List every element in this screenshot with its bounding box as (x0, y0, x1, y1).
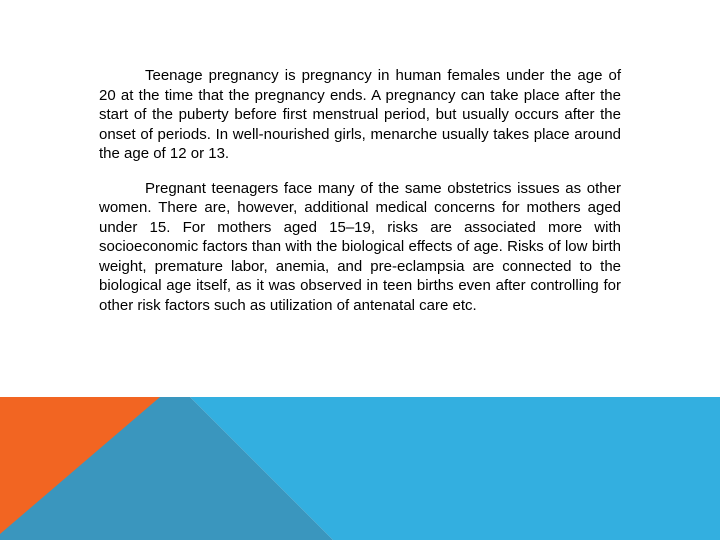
body-text (99, 66, 621, 315)
paragraph-2: Pregnant teenagers face many of the same obstetrics issues as other women. There are, however, additional medical concerns for mothers aged under 15. For mothers aged 15–19, risks are associated more with socioeconomic factors than with the biological effects of age. Risks of low birth weight, premature labor, anemia, and pre-eclampsia are connected to the biological age itself, as it was observed in teen births even after controlling for other risk factors such as utilization of antenatal care etc. (99, 179, 621, 314)
decorative-footer-shapes (0, 397, 720, 540)
paragraph-1: Teenage pregnancy is pregnancy in human females under the age of 20 at the time that the pregnancy ends. A pregnancy can take place after the start of the puberty before first menstrual period, but usually occurs after the onset of periods. In well-nourished girls, menarche usually takes place around the age of 12 or 13. (99, 67, 621, 162)
